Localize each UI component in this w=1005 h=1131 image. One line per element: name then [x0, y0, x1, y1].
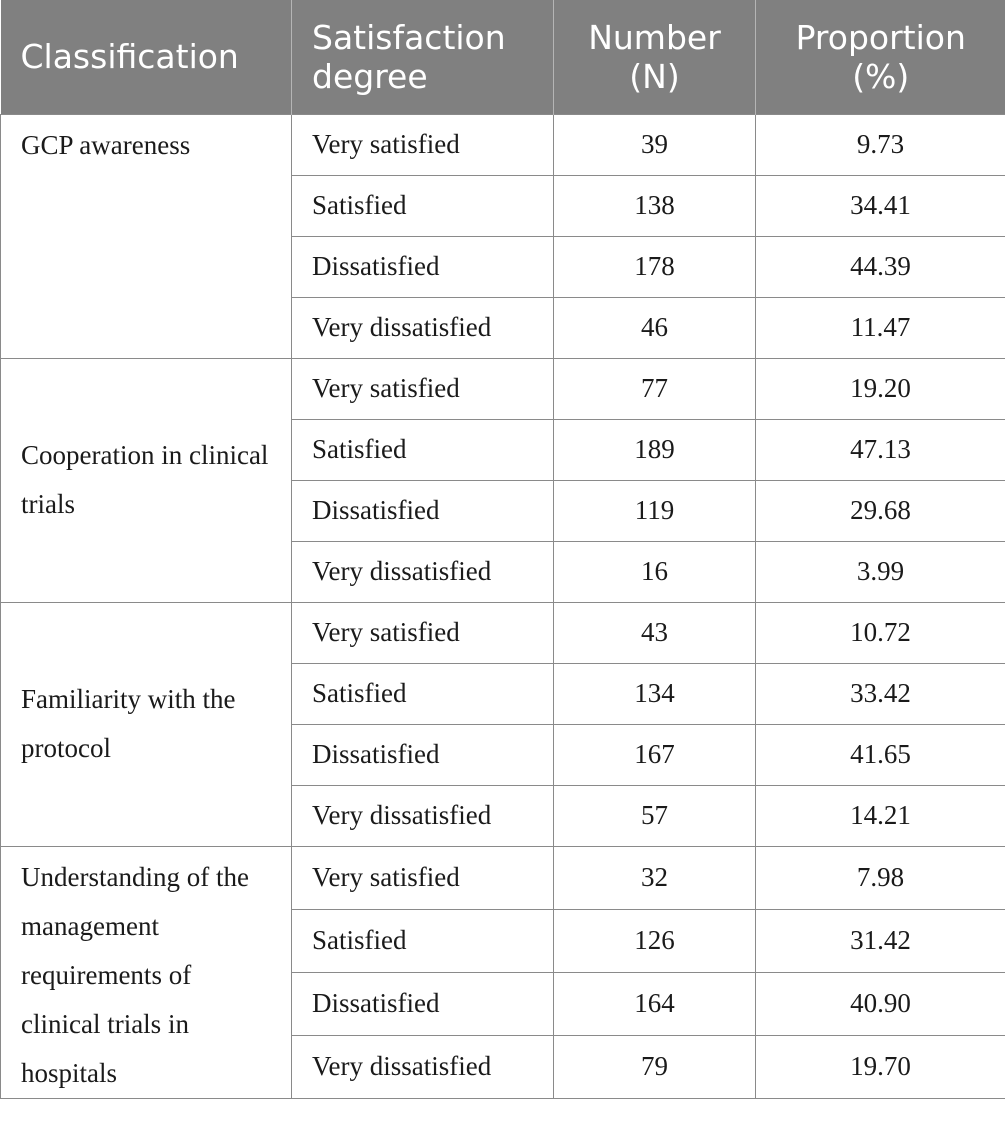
table-row: [1, 114, 1005, 175]
number-cell: 126: [554, 909, 756, 972]
satisfaction-degree-cell: Very satisfied: [292, 602, 554, 663]
number-cell: 189: [554, 419, 756, 480]
satisfaction-degree-cell: Dissatisfied: [292, 972, 554, 1035]
classification-cell: Understanding of the management requirements of clinical trials in hospitals: [1, 846, 292, 1098]
proportion-cell: 41.65: [756, 724, 1005, 785]
proportion-cell: 19.20: [756, 358, 1005, 419]
classification-cell: Familiarity with the protocol: [1, 602, 292, 846]
satisfaction-degree-cell: Very dissatisfied: [292, 1035, 554, 1098]
proportion-cell: 11.47: [756, 297, 1005, 358]
proportion-cell: 31.42: [756, 909, 1005, 972]
satisfaction-degree-cell: Satisfied: [292, 419, 554, 480]
table-row: [1, 846, 1005, 909]
proportion-cell: 10.72: [756, 602, 1005, 663]
proportion-cell: 7.98: [756, 846, 1005, 909]
satisfaction-degree-cell: Satisfied: [292, 175, 554, 236]
satisfaction-degree-cell: Satisfied: [292, 663, 554, 724]
satisfaction-degree-cell: Very dissatisfied: [292, 541, 554, 602]
satisfaction-degree-cell: Very satisfied: [292, 358, 554, 419]
header-proportion: Proportion (%): [756, 0, 1005, 114]
number-cell: 164: [554, 972, 756, 1035]
proportion-cell: 40.90: [756, 972, 1005, 1035]
header-number: Number (N): [554, 0, 756, 114]
number-cell: 77: [554, 358, 756, 419]
satisfaction-degree-cell: Dissatisfied: [292, 724, 554, 785]
proportion-cell: 44.39: [756, 236, 1005, 297]
proportion-cell: 3.99: [756, 541, 1005, 602]
number-cell: 32: [554, 846, 756, 909]
proportion-cell: 19.70: [756, 1035, 1005, 1098]
proportion-cell: 33.42: [756, 663, 1005, 724]
proportion-cell: 34.41: [756, 175, 1005, 236]
proportion-cell: 9.73: [756, 114, 1005, 175]
number-cell: 138: [554, 175, 756, 236]
header-satisfaction-degree: Satisfaction degree: [292, 0, 554, 114]
table-body: [1, 114, 1005, 1098]
classification-cell: GCP awareness: [1, 114, 292, 358]
number-cell: 178: [554, 236, 756, 297]
number-cell: 79: [554, 1035, 756, 1098]
number-cell: 134: [554, 663, 756, 724]
table-row: [1, 602, 1005, 663]
number-cell: 119: [554, 480, 756, 541]
classification-cell: Cooperation in clinical trials: [1, 358, 292, 602]
proportion-cell: 29.68: [756, 480, 1005, 541]
satisfaction-degree-cell: Very satisfied: [292, 114, 554, 175]
number-cell: 16: [554, 541, 756, 602]
number-cell: 57: [554, 785, 756, 846]
header-classification: Classification: [1, 0, 292, 114]
number-cell: 167: [554, 724, 756, 785]
number-cell: 46: [554, 297, 756, 358]
number-cell: 43: [554, 602, 756, 663]
satisfaction-degree-cell: Very dissatisfied: [292, 785, 554, 846]
satisfaction-degree-cell: Very dissatisfied: [292, 297, 554, 358]
header-row: [1, 0, 1005, 114]
satisfaction-degree-cell: Satisfied: [292, 909, 554, 972]
table-row: [1, 358, 1005, 419]
satisfaction-degree-cell: Dissatisfied: [292, 236, 554, 297]
proportion-cell: 14.21: [756, 785, 1005, 846]
number-cell: 39: [554, 114, 756, 175]
proportion-cell: 47.13: [756, 419, 1005, 480]
satisfaction-degree-cell: Very satisfied: [292, 846, 554, 909]
satisfaction-degree-cell: Dissatisfied: [292, 480, 554, 541]
